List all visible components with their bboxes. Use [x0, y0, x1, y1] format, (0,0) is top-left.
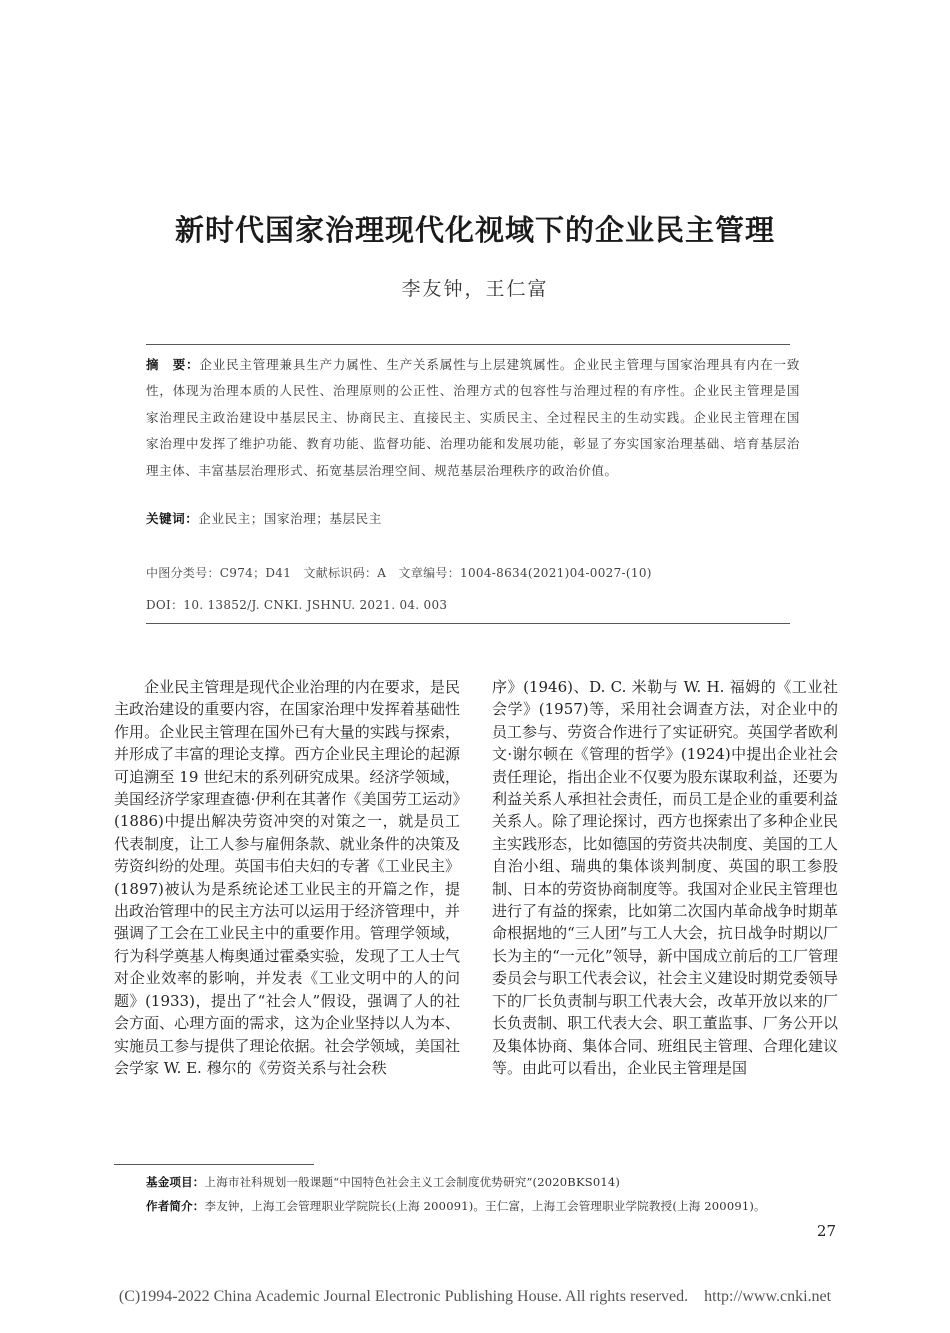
funding-footnote — [146, 1174, 826, 1190]
header-rule-top — [146, 344, 790, 345]
keywords-label: 关键词： — [146, 511, 199, 526]
classification-line: 中图分类号：C974；D41 文献标识码：A 文章编号：1004-8634(2021)04-0027-(10) — [146, 566, 652, 580]
abstract-text: 企业民主管理兼具生产力属性、生产关系属性与上层建筑属性。企业民主管理与国家治理具有内在一致性，体现为治理本质的人民性、治理原则的公正性、治理方式的包容性与治理过程的有序性。企业民主管理是国家治理民主政治建设中基层民主、协商民主、直接民主、实质民主、全过程民主的生动实践。企业民主管理在国家治理中发挥了维护功能、教育功能、监督功能、治理功能和发展功能，彰显了夯实国家治理基础、培育基层治理主体、丰富基层治理形式、拓宽基层治理空间、规范基层治理秩序的政治价值。 — [146, 357, 800, 478]
funding-label: 基金项目： — [146, 1175, 205, 1189]
abstract — [146, 352, 800, 484]
author-info-label: 作者简介： — [146, 1199, 205, 1213]
abstract-label: 摘 要： — [146, 357, 200, 372]
header-rule-bottom — [146, 623, 790, 624]
body-column-right — [492, 676, 838, 1079]
article-title: 新时代国家治理现代化视域下的企业民主管理 — [174, 213, 775, 247]
page-number: 27 — [816, 1222, 836, 1240]
body-column-left — [114, 676, 460, 1079]
keywords-text: 企业民主；国家治理；基层民主 — [198, 511, 382, 526]
copyright-watermark: (C)1994-2022 China Academic Journal Electronic Publishing House. All rights reserved. http://www.cnki.net — [118, 1288, 832, 1305]
body-paragraph-continued: 序》(1946)、D. C. 米勒与 W. H. 福姆的《工业社会学》(1957)等，采用社会调查方法，对企业中的员工参与、劳资合作进行了实证研究。英国学者欧利文·谢尔顿在《管理的哲学》(1924)中提出企业社会责任理论，指出企业不仅要为股东谋取利益，还要为利益关系人承担社会责任，而员工是企业的重要利益关系人。除了理论探讨，西方也探索出了多种企业民主实践形态，比如德国的劳资共决制度、美国的工人自治小组、瑞典的集体谈判制度、英国的职工参股制、日本的劳资协商制度等。我国对企业民主管理也进行了有益的探索，比如第二次国内革命战争时期革命根据地的“三人团”与工人大会，抗日战争时期以厂长为主的“一元化”领导，新中国成立前后的工厂管理委员会与职工代表会议，社会主义建设时期党委领导下的厂长负责制与职工代表大会，改革开放以来的厂长负责制、职工代表大会、职工董监事、厂务公开以及集体协商、集体合同、班组民主管理、合理化建议等。由此可以看出，企业民主管理是国 — [492, 678, 838, 1077]
footnote-rule — [114, 1164, 314, 1165]
keywords — [146, 508, 800, 530]
funding-text: 上海市社科规划一般课题“中国特色社会主义工会制度优势研究”(2020BKS014) — [204, 1175, 621, 1189]
author-info-text: 李友钟，上海工会管理职业学院院长(上海 200091)。王仁富，上海工会管理职业学院教授(上海 200091)。 — [204, 1199, 766, 1213]
body-paragraph: 企业民主管理是现代企业治理的内在要求，是民主政治建设的重要内容，在国家治理中发挥着基础性作用。企业民主管理在国外已有大量的实践与探索，并形成了丰富的理论支撑。西方企业民主理论的起源可追溯至 19 世纪末的系列研究成果。经济学领域，美国经济学家理查德·伊利在其著作《美国劳工运动》(1886)中提出解决劳资冲突的对策之一，就是员工代表制度，让工人参与雇佣条款、就业条件的决策及劳资纠纷的处理。英国韦伯夫妇的专著《工业民主》(1897)被认为是系统论述工业民主的开篇之作，提出政治管理中的民主方法可以运用于经济管理中，并强调了工会在工业民主中的重要作用。管理学领域，行为科学奠基人梅奥通过霍桑实验，发现了工人士气对企业效率的影响，并发表《工业文明中的人的问题》(1933)，提出了“社会人”假设，强调了人的社会方面、心理方面的需求，这为企业坚持以人为本、实施员工参与提供了理论依据。社会学领域，美国社会学家 W. E. 穆尔的《劳资关系与社会秩 — [114, 678, 460, 1077]
doi-line: DOI：10. 13852/J. CNKI. JSHNU. 2021. 04. 003 — [146, 598, 448, 612]
author-footnote — [146, 1198, 826, 1214]
article-authors: 李友钟，王仁富 — [401, 278, 549, 300]
